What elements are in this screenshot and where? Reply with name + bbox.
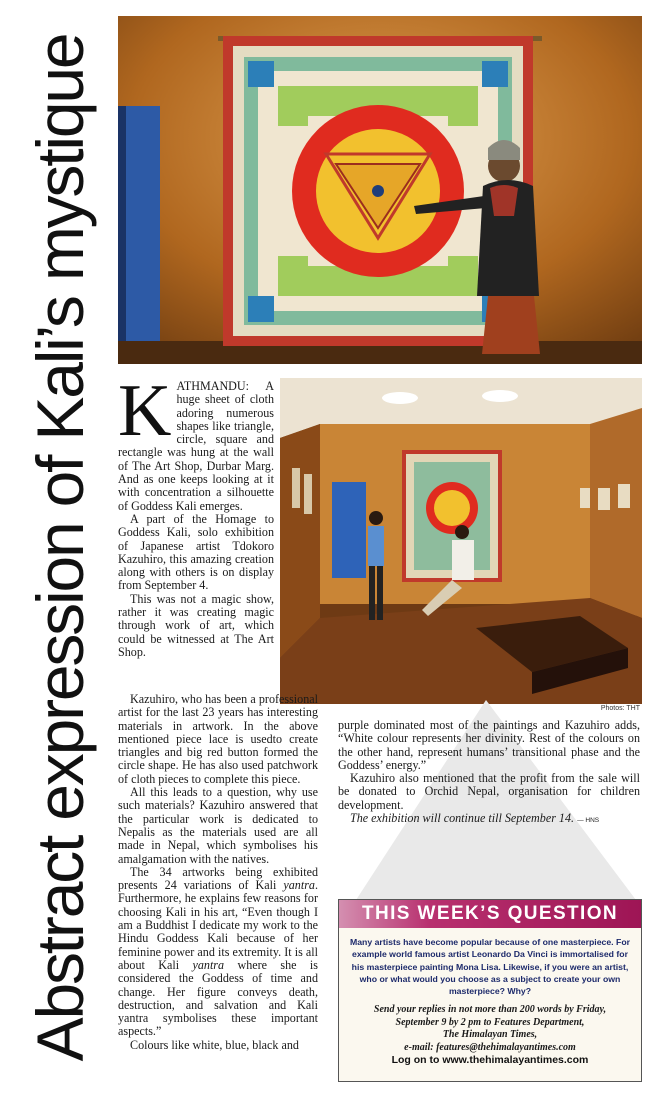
photo-credit: Photos: THT: [600, 705, 640, 712]
weekly-question-box: [338, 899, 642, 1082]
drop-cap: K: [118, 370, 172, 452]
article-paragraph: Colours like white, blue, black and: [130, 1037, 299, 1052]
article-paragraph: The 34 artworks being exhibited presents 24 variations of Kali yantra. Furthermore, he explains few reasons for choosing Kali in his art, “Even though I am a Buddhist I dedicate my work to the Hindu Goddess Kali because of her feminine power and its extremity. It is all about Kali yantra where she is considered the Goddess of time and change. Her figure conveys death, destruction, and salvation and Kali yantra symbolises these important aspects.”: [118, 864, 318, 1039]
email-address[interactable]: e-mail: features@thehimalayantimes.com: [404, 1041, 576, 1053]
article-column-c: [338, 719, 640, 827]
article-paragraph: This was not a magic show, rather it was creating magic through work of art, which could be witnessed at The Art Shop.: [118, 591, 274, 659]
website-link[interactable]: Log on to www.thehimalayantimes.com: [391, 1054, 589, 1067]
article-paragraph: Kazuhiro, who has been a professional artist for the last 23 years has interesting materials in artwork. In the above mentioned piece lace is usedto create triangles and big red button formed the circle shape. He has also used patchwork of cloth pieces to complete this piece.: [118, 692, 318, 786]
headline: Abstract expression of Kali’s mystique: [23, 34, 97, 1062]
submission-instructions: Send your replies in not more than 200 words by Friday, September 9 by 2 pm to Features Department, The Himalayan Times, e-mail: features@thehimalayantimes.com: [339, 997, 641, 1054]
photo-artist-with-tapestry: [118, 16, 642, 364]
article-column-b: [118, 693, 318, 1052]
article-paragraph: Kazuhiro also mentioned that the profit from the sale will be donated to Orchid Nepal, organisation for children development.: [338, 771, 640, 812]
question-banner: THIS WEEK’S QUESTION: [339, 900, 641, 928]
article-paragraph: All this leads to a question, why use such materials? Kazuhiro answered that the particular work is dedicated to Nepalis as the materials used are all made in Nepal, which symbolises his amalgamation with the natives.: [118, 785, 318, 866]
article-closing: The exhibition will continue till September 14. — HNS: [350, 811, 600, 826]
article-lead: KATHMANDU: A huge sheet of cloth adoring numerous shapes like triangle, circle, square and rectangle was hung at the wall of The Art Shop, Durbar Marg. And as one keeps looking at it with concentration a silhouette of Goddess Kali emerges.: [118, 370, 274, 513]
photo-gallery-interior: [280, 378, 642, 704]
headline-column: [8, 6, 112, 1090]
article-column-a: [118, 370, 274, 659]
article-paragraph: A part of the Homage to Goddess Kali, solo exhibition of Japanese artist Tdokoro Kazuhiro, this amazing creation along with others is on display from September 4.: [118, 511, 274, 593]
byline: — HNS: [577, 817, 600, 825]
article-paragraph: purple dominated most of the paintings and Kazuhiro adds, “White colour represents her divinity. Rest of the colours on the other hand, represent humans’ transitional phase and the Goddess’ energy.”: [338, 718, 640, 772]
question-text: Many artists have become popular because of one masterpiece. For example world famous artist Leonardo Da Vinci is immortalised for his masterpiece painting Mona Lisa. Likewise, if you were an artist, who or what would you choose as a subject to create your own masterpiece? Why?: [349, 937, 631, 997]
